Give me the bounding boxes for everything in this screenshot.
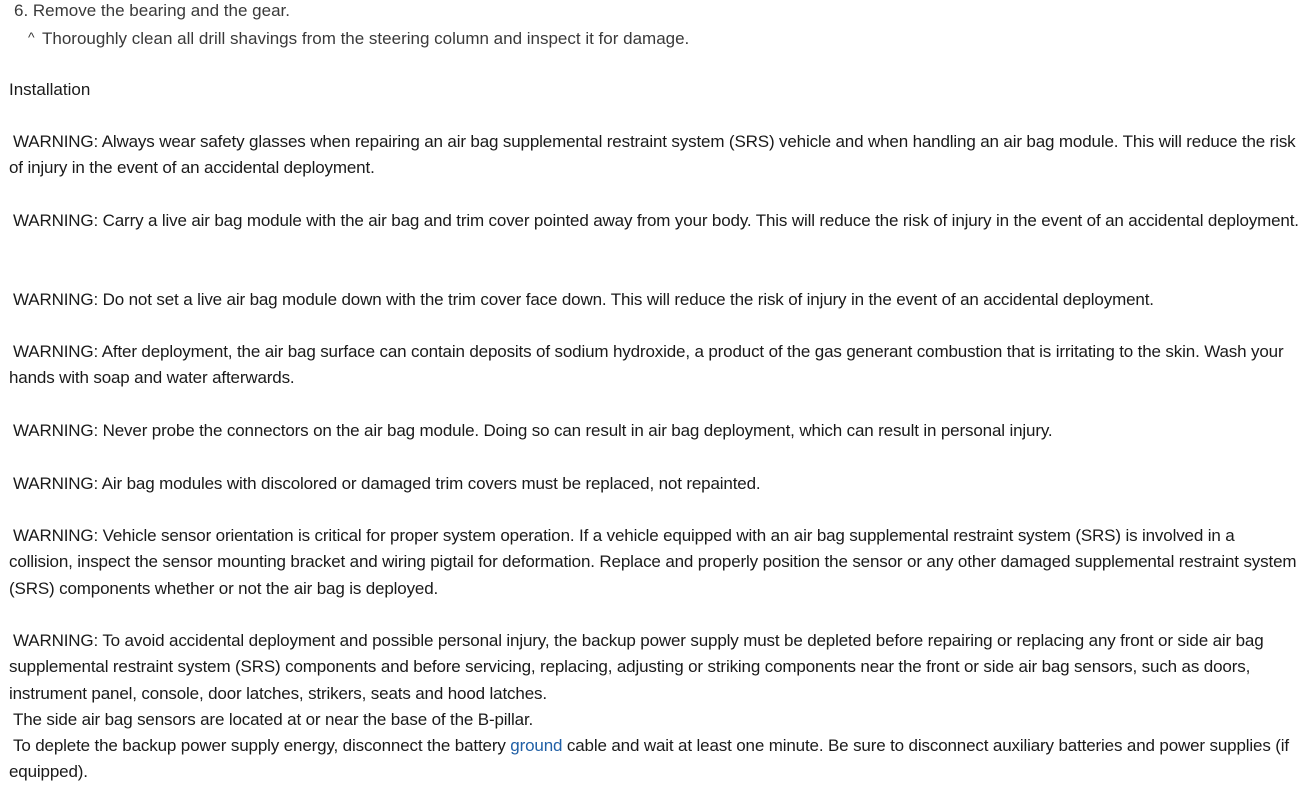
warning-sodium-hydroxide: [9, 339, 1299, 392]
warning-text: WARNING: Carry a live air bag module with the air bag and trim cover pointed away from your body. This will reduce the risk of injury in the event of an accidental deployment.: [13, 211, 1299, 230]
step-6-substep-text: Thoroughly clean all drill shavings from the steering column and inspect it for damage.: [42, 29, 690, 48]
substep-caret-marker: ^: [28, 29, 35, 45]
warning-trim-cover-face-down: [9, 287, 1299, 313]
note-deplete-backup-power: [9, 733, 1299, 786]
warning-probe-connectors: [9, 418, 1299, 444]
warning-safety-glasses: [9, 129, 1299, 182]
warning-carry-module: [9, 208, 1299, 234]
note-side-air-bag-sensors: [9, 707, 1299, 733]
note-text: The side air bag sensors are located at or near the base of the B-pillar.: [13, 710, 534, 729]
warning-text: WARNING: Vehicle sensor orientation is critical for proper system operation. If a vehicle equipped with an air bag supplemental restraint system (SRS) is involved in a collision, inspect the sensor mounting bracket and wiring pigtail for deformation. Replace and properly position the sensor or any other damaged supplemental restraint system (SRS) components whether or not the air bag is deployed.: [9, 526, 1297, 598]
warning-text: WARNING: Air bag modules with discolored or damaged trim covers must be replaced, not repainted.: [13, 474, 761, 493]
warning-text: WARNING: To avoid accidental deployment and possible personal injury, the backup power supply must be depleted before repairing or replacing any front or side air bag supplemental restraint system (SRS) components and before servicing, replacing, adjusting or striking components near the front or side air bag sensors, such as doors, instrument panel, console, door latches, strikers, seats and hood latches.: [9, 631, 1264, 703]
warning-discolored-covers: [9, 471, 1299, 497]
warning-text: WARNING: Always wear safety glasses when repairing an air bag supplemental restraint system (SRS) vehicle and when handling an air bag module. This will reduce the risk of injury in the event of an accidental deployment.: [9, 132, 1296, 178]
note-text-after-link: cable and wait at least one minute. Be sure to disconnect auxiliary batteries and power supplies (if equipped).: [9, 736, 1289, 782]
step-6-text: 6. Remove the bearing and the gear.: [14, 1, 290, 20]
warning-sensor-orientation: [9, 523, 1299, 602]
warning-text: WARNING: Do not set a live air bag module down with the trim cover face down. This will reduce the risk of injury in the event of an accidental deployment.: [13, 290, 1154, 309]
warning-backup-power: [9, 628, 1299, 707]
installation-heading: Installation: [9, 80, 91, 99]
step-6-substep: [28, 26, 689, 50]
note-text-before-link: To deplete the backup power supply energy, disconnect the battery: [13, 736, 511, 755]
warning-text: WARNING: After deployment, the air bag surface can contain deposits of sodium hydroxide, a product of the gas generant combustion that is irritating to the skin. Wash your hands with soap and water afterwards.: [9, 342, 1284, 388]
ground-link[interactable]: ground: [510, 736, 563, 755]
warning-text: WARNING: Never probe the connectors on the air bag module. Doing so can result in air bag deployment, which can result in personal injury.: [13, 421, 1053, 440]
